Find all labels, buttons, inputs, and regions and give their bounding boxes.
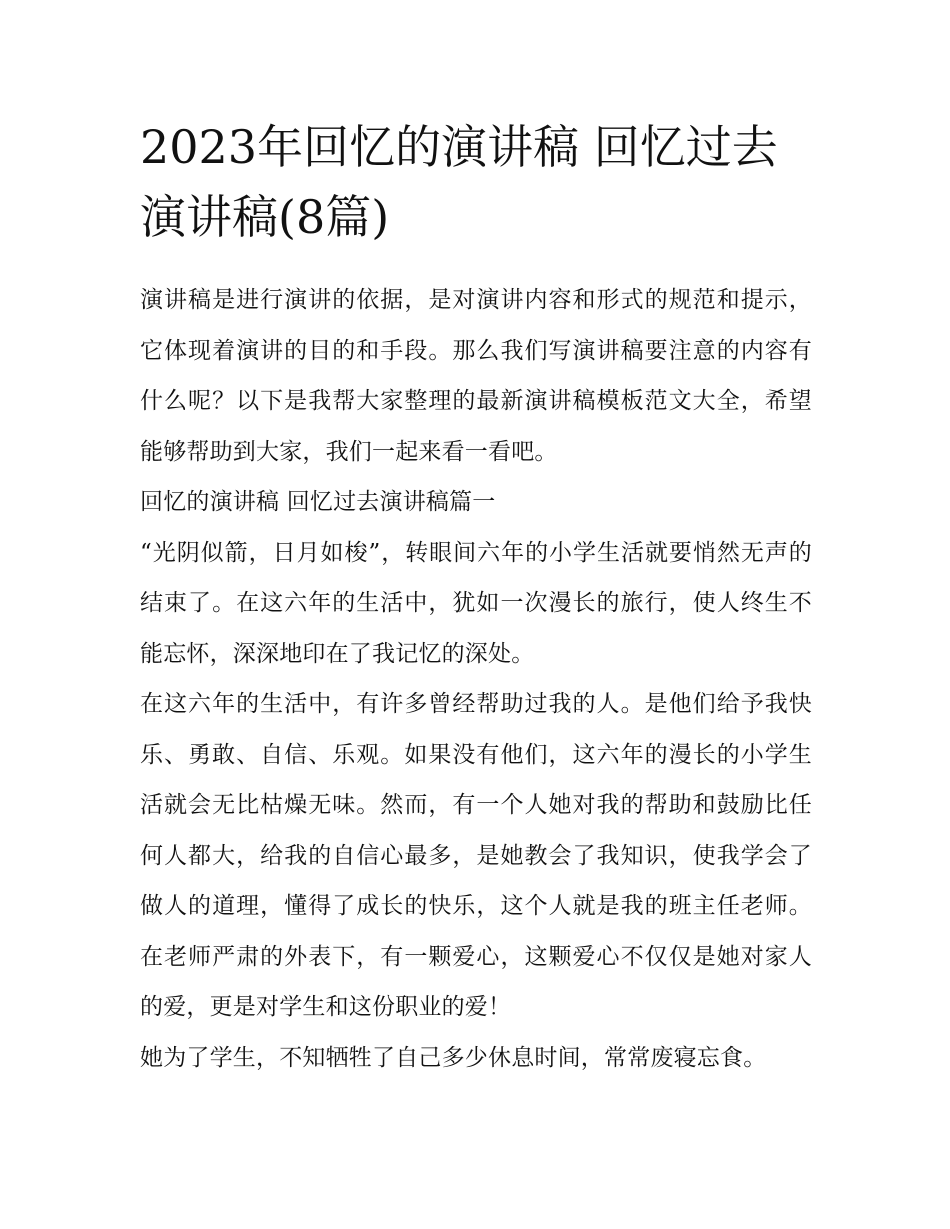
document-page: [140, 112, 812, 1083]
body-paragraph: 她为了学生，不知牺牲了自己多少休息时间，常常废寝忘食。: [140, 1044, 767, 1071]
section-heading: 回忆的演讲稿 回忆过去演讲稿篇一: [140, 489, 496, 515]
body-paragraph: “光阴似箭，日月如梭”，转眼间六年的小学生活就要悄然无声的结束了。在这六年的生活中，犹如一次漫长的旅行，使人终生不能忘怀，深深地印在了我记忆的深处。: [140, 539, 812, 667]
intro-paragraph: 演讲稿是进行演讲的依据，是对演讲内容和形式的规范和提示，它体现着演讲的目的和手段。那么我们写演讲稿要注意的内容有什么呢？以下是我帮大家整理的最新演讲稿模板范文大全，希望能够帮助到大家，我们一起来看一看吧。: [140, 287, 812, 465]
document-title: 2023年回忆的演讲稿 回忆过去演讲稿(8篇): [140, 120, 778, 244]
document-body: [140, 275, 812, 1083]
body-paragraph: 在这六年的生活中，有许多曾经帮助过我的人。是他们给予我快乐、勇敢、自信、乐观。如果没有他们，这六年的漫长的小学生活就会无比枯燥无味。然而，有一个人她对我的帮助和鼓励比任何人都大，给我的自信心最多，是她教会了我知识，使我学会了做人的道理，懂得了成长的快乐，这个人就是我的班主任老师。在老师严肃的外表下，有一颗爱心，这颗爱心不仅仅是她对家人的爱，更是对学生和这份职业的爱！: [140, 691, 812, 1020]
